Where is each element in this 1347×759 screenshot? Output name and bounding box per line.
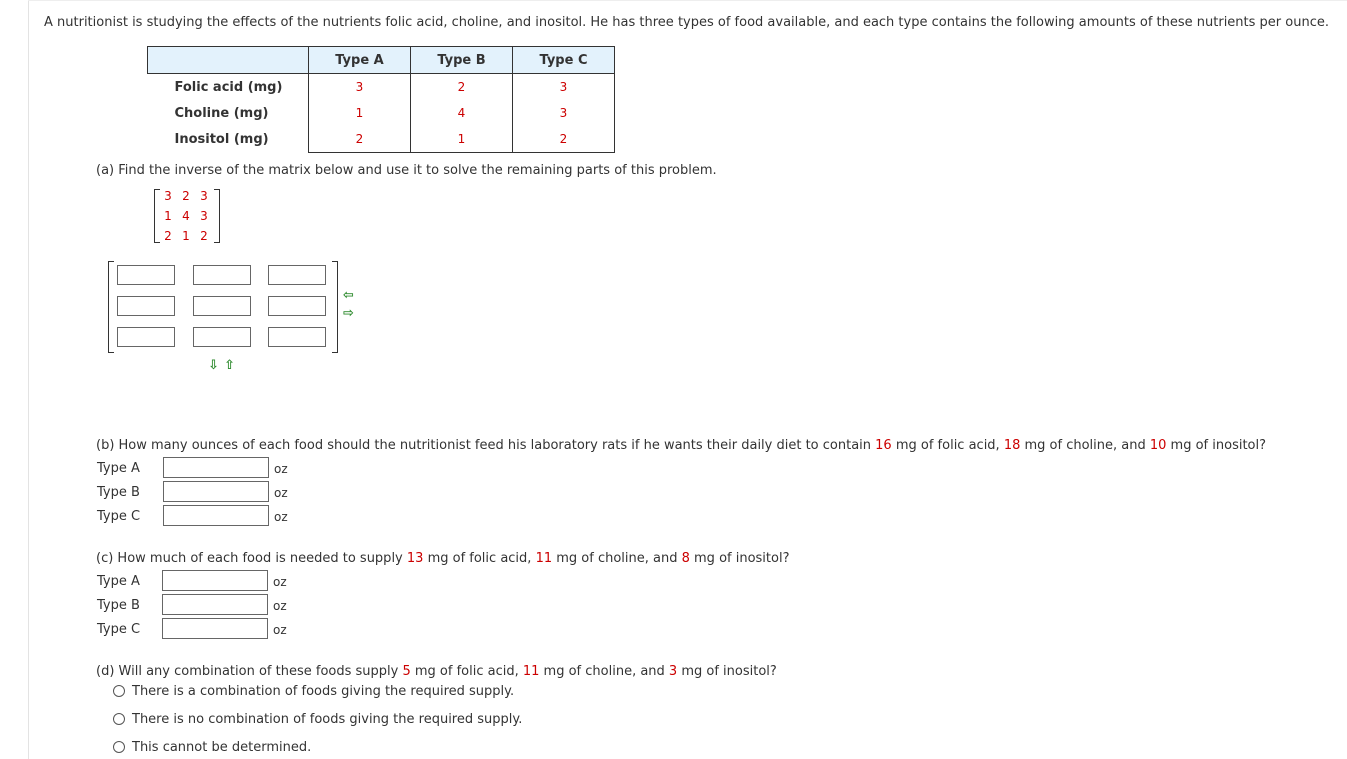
table-row [148,74,615,101]
table-row [148,126,615,153]
part-c-label-type-c: Type C [97,622,141,637]
inverse-cell-input[interactable] [117,327,175,347]
option-radio-combination-exists[interactable] [113,685,125,697]
highlight-value: 18 [1003,438,1021,453]
unit-label: oz [274,510,288,524]
inverse-cell-input[interactable] [193,265,251,285]
part-b-question [96,438,1266,453]
question-text: (c) How much of each food is needed to supply [96,551,407,566]
col-header-type-a: Type A [309,47,411,74]
part-c-question [96,551,790,566]
part-b-label-type-c: Type C [97,509,141,524]
table-cell: 3 [513,100,615,126]
matrix-cell: 3 [200,209,208,223]
question-text: mg of choline, and [1020,438,1150,453]
inverse-cell-input[interactable] [268,327,326,347]
part-c-label-type-a: Type A [97,574,140,589]
row-label-choline: Choline (mg) [174,105,269,121]
matrix-cell: 4 [182,209,190,223]
question-text: mg of folic acid, [891,438,1004,453]
unit-label: oz [274,462,288,476]
inverse-cell-input[interactable] [268,265,326,285]
part-c-label-type-b: Type B [97,598,140,613]
table-cell: 2 [513,126,615,153]
problem-intro: A nutritionist is studying the effects of the nutrients folic acid, choline, and inositol. He has three types of food available, and each type contains the following amounts of these nutrients per ounce. [44,15,1329,30]
highlight-value: 8 [681,551,690,566]
unit-label: oz [274,486,288,500]
question-text: mg of choline, and [539,664,669,679]
table-header-row [148,47,615,74]
matrix-left-bracket [154,189,160,243]
add-row-arrow-icon[interactable]: ⇩ [208,358,219,373]
highlight-value: 11 [535,551,553,566]
inverse-cell-input[interactable] [117,296,175,316]
table-cell: 3 [513,74,615,101]
matrix-cell: 2 [200,229,208,243]
col-header-type-c: Type C [513,47,615,74]
remove-row-arrow-icon[interactable]: ⇧ [224,358,235,373]
question-text: mg of inositol? [689,551,790,566]
inverse-cell-input[interactable] [193,327,251,347]
question-text: mg of folic acid, [410,664,523,679]
option-label[interactable]: There is no combination of foods giving the required supply. [132,712,523,727]
matrix-cell: 2 [182,189,190,203]
option-radio-cannot-determine[interactable] [113,741,125,753]
matrix-right-bracket [214,189,220,243]
unit-label: oz [273,575,287,589]
top-margin-rule [28,0,1347,1]
left-margin-rule [28,0,29,759]
inverse-cell-input[interactable] [268,296,326,316]
highlight-value: 11 [522,664,540,679]
part-b-type-c-input[interactable] [163,505,269,526]
nutrient-table [147,46,615,153]
highlight-value: 3 [668,664,678,679]
table-cell: 4 [411,100,513,126]
matrix-cell: 3 [200,189,208,203]
part-c-type-b-input[interactable] [162,594,268,615]
part-c-type-c-input[interactable] [162,618,268,639]
table-cell: 1 [411,126,513,153]
part-b-label-type-b: Type B [97,485,140,500]
table-cell: 2 [411,74,513,101]
highlight-value: 5 [402,664,411,679]
question-text: (b) How many ounces of each food should the nutritionist feed his laboratory rats if he wants their daily diet to contain [96,438,876,453]
add-column-arrow-icon[interactable]: ⇨ [343,306,354,321]
question-text: (d) Will any combination of these foods supply [96,664,403,679]
table-cell: 2 [309,126,411,153]
row-label-folic-acid: Folic acid (mg) [174,79,283,95]
col-header-type-b: Type B [411,47,513,74]
table-cell: 3 [309,74,411,101]
remove-column-arrow-icon[interactable]: ⇦ [343,288,354,303]
table-row [148,100,615,126]
highlight-value: 16 [875,438,892,453]
part-b-label-type-a: Type A [97,461,140,476]
answer-matrix-left-bracket [108,261,114,353]
inverse-cell-input[interactable] [193,296,251,316]
matrix-cell: 1 [164,209,172,223]
part-b-type-b-input[interactable] [163,481,269,502]
inverse-cell-input[interactable] [117,265,175,285]
unit-label: oz [273,599,287,613]
option-radio-no-combination[interactable] [113,713,125,725]
matrix-cell: 3 [164,189,172,203]
answer-matrix-right-bracket [332,261,338,353]
part-c-type-a-input[interactable] [162,570,268,591]
question-text: mg of inositol? [1166,438,1267,453]
highlight-value: 10 [1149,438,1167,453]
unit-label: oz [273,623,287,637]
part-a-question: (a) Find the inverse of the matrix below and use it to solve the remaining parts of this problem. [96,163,717,178]
row-label-inositol: Inositol (mg) [174,131,269,147]
part-d-question [96,664,777,679]
part-b-type-a-input[interactable] [163,457,269,478]
table-cell: 1 [309,100,411,126]
question-text: mg of inositol? [677,664,777,679]
highlight-value: 13 [406,551,424,566]
question-text: mg of folic acid, [423,551,536,566]
question-text: mg of choline, and [552,551,682,566]
matrix-cell: 1 [182,229,190,243]
given-matrix [154,187,220,245]
option-label[interactable]: This cannot be determined. [132,740,312,755]
option-label[interactable]: There is a combination of foods giving the required supply. [132,684,515,699]
table-corner-cell [148,47,309,74]
matrix-cell: 2 [164,229,172,243]
